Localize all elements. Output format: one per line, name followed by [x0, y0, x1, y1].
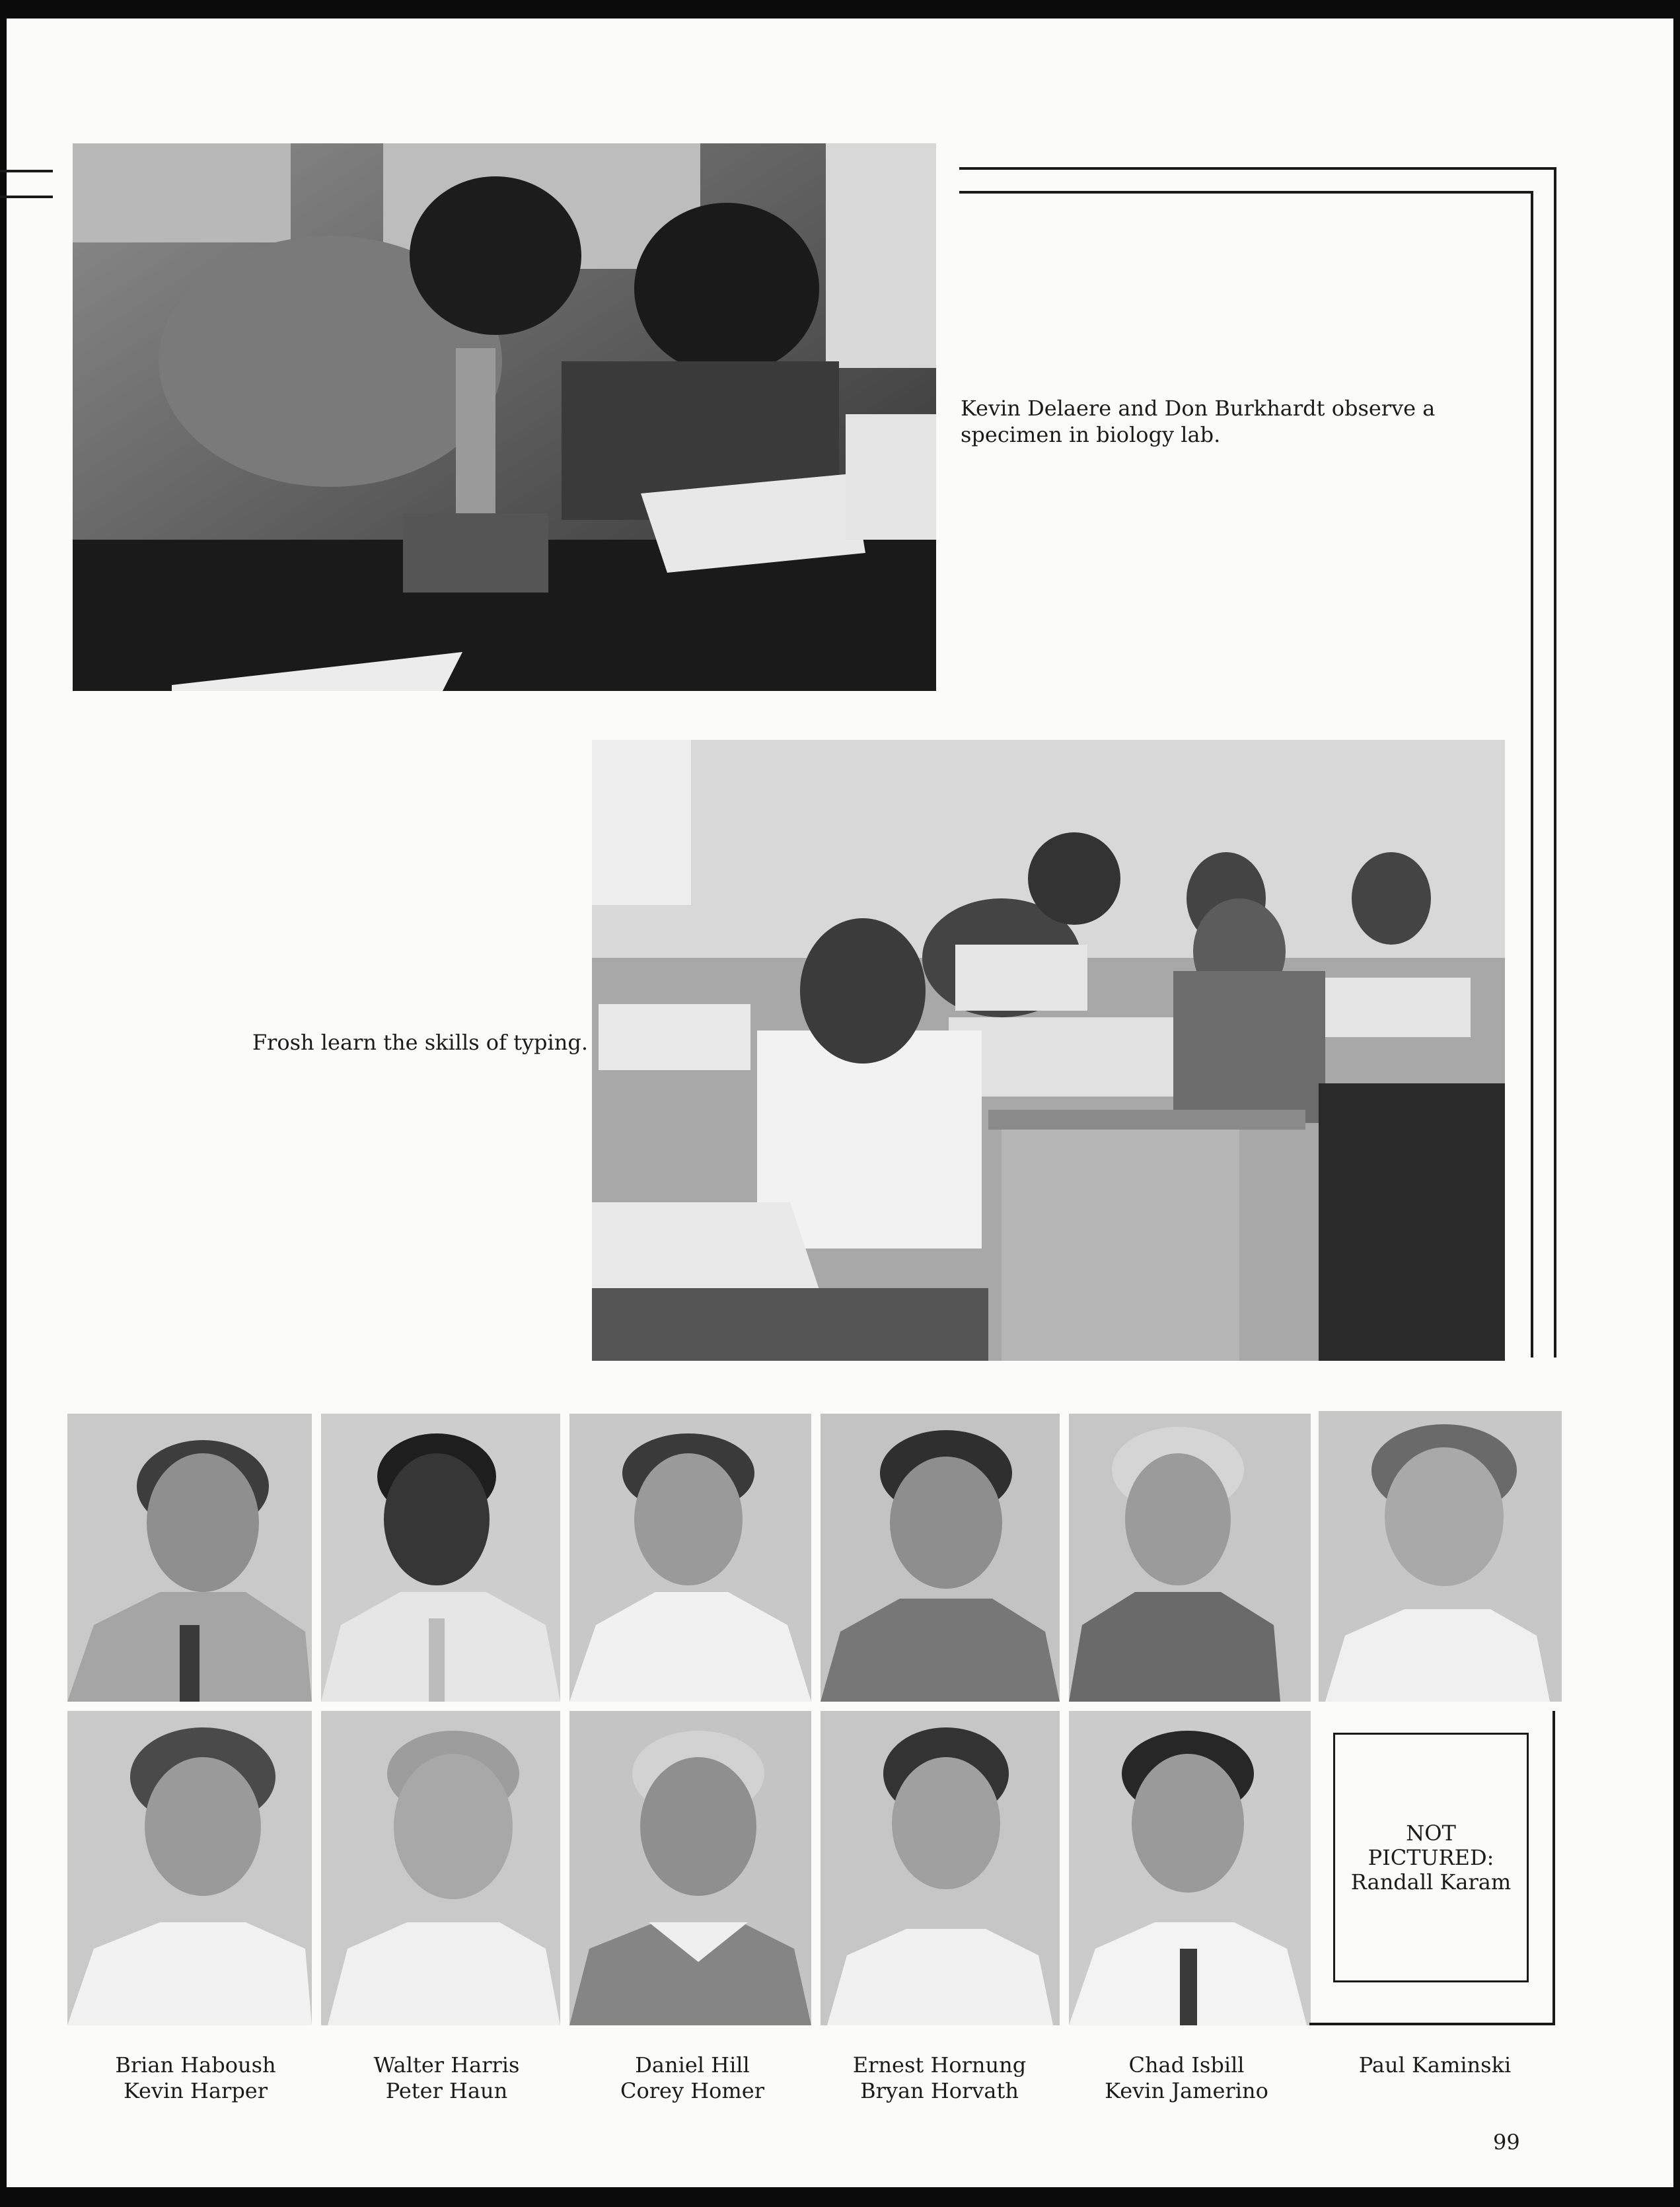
name-walter-harris: Walter Harris	[373, 2052, 520, 2078]
not-pictured-name: Randall Karam	[1350, 1869, 1512, 1895]
not-pictured-line2: PICTURED:	[1368, 1844, 1494, 1870]
name-kevin-harper: Kevin Harper	[123, 2078, 268, 2103]
portrait-chad-isbill	[1069, 1414, 1311, 1702]
biology-caption: Kevin Delaere and Don Burkhardt observe a specimen in biology lab.	[961, 396, 1436, 447]
frame-outer-right	[1554, 167, 1556, 1357]
portrait-kevin-jamerino	[1069, 1711, 1311, 2025]
name-block-col6	[1316, 2052, 1554, 2078]
name-block-col4	[821, 2052, 1058, 2104]
portrait-corey-homer	[569, 1711, 811, 2025]
frame-inner-right	[1531, 191, 1533, 1357]
frame-inner-top	[959, 191, 1533, 194]
portrait-daniel-hill	[569, 1414, 811, 1702]
name-daniel-hill: Daniel Hill	[635, 2052, 750, 2078]
name-chad-isbill: Chad Isbill	[1128, 2052, 1245, 2078]
frame-outer-top	[959, 167, 1556, 170]
typing-class-photo	[592, 740, 1505, 1361]
name-paul-kaminski: Paul Kaminski	[1358, 2052, 1512, 2078]
name-corey-homer: Corey Homer	[620, 2078, 764, 2103]
left-edge-rule-top	[0, 170, 53, 172]
name-block-col5	[1068, 2052, 1305, 2104]
name-block-col1	[77, 2052, 314, 2104]
portrait-kevin-harper	[67, 1711, 312, 2025]
portrait-bryan-horvath	[821, 1711, 1060, 2025]
left-edge-rule-bottom	[0, 196, 53, 198]
name-block-col2	[328, 2052, 566, 2104]
portrait-ernest-hornung	[821, 1414, 1060, 1702]
portrait-walter-harris	[321, 1414, 560, 1702]
typing-caption: Frosh learn the skills of typing.	[252, 1030, 588, 1055]
np-frame-bottom	[1309, 2023, 1555, 2025]
name-kevin-jamerino: Kevin Jamerino	[1105, 2078, 1268, 2103]
page-number: 99	[1493, 2130, 1520, 2155]
name-block-col3	[573, 2052, 811, 2104]
not-pictured-box	[1333, 1733, 1529, 1982]
name-ernest-hornung: Ernest Hornung	[852, 2052, 1027, 2078]
name-bryan-horvath: Bryan Horvath	[860, 2078, 1019, 2103]
portrait-brian-haboush	[67, 1414, 312, 1702]
not-pictured-line1: NOT	[1406, 1820, 1456, 1846]
name-peter-haun: Peter Haun	[385, 2078, 508, 2103]
biology-lab-photo	[73, 143, 936, 691]
np-frame-right	[1552, 1711, 1555, 2025]
portrait-paul-kaminski	[1319, 1411, 1562, 1702]
portrait-peter-haun	[321, 1711, 560, 2025]
yearbook-page	[7, 18, 1673, 2187]
name-brian-haboush: Brian Haboush	[115, 2052, 276, 2078]
